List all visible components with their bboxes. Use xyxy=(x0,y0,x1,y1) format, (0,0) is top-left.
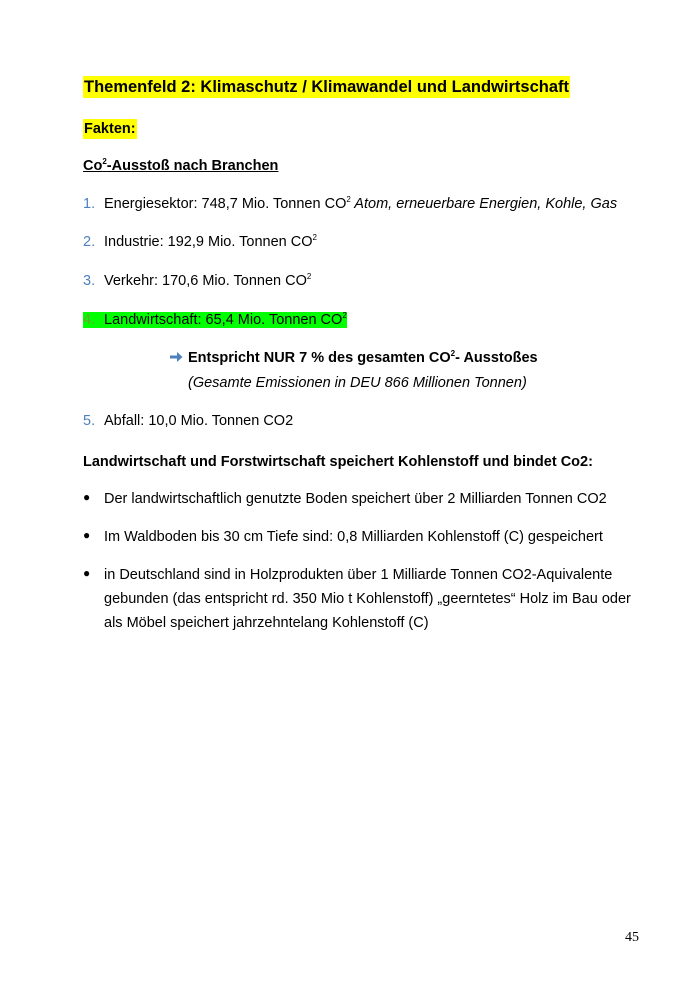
green-highlight xyxy=(83,312,347,328)
list-item xyxy=(83,271,311,291)
section-heading-sup: 2 xyxy=(102,157,107,167)
list-item-number: 4. xyxy=(83,312,96,328)
list-item-text: Verkehr: 170,6 Mio. Tonnen CO xyxy=(104,273,307,289)
bullet-item xyxy=(83,487,644,511)
arrow-note-suffix: - Ausstoßes xyxy=(455,350,538,366)
section-heading-co2 xyxy=(83,156,278,176)
list-item-text: Industrie: 192,9 Mio. Tonnen CO xyxy=(104,234,313,250)
list-item-number: 2. xyxy=(83,234,96,250)
list-item-text: Abfall: 10,0 Mio. Tonnen CO2 xyxy=(104,413,294,429)
page-number: 45 xyxy=(625,930,639,945)
list-item-italic-note: Atom, erneuerbare Energien, Kohle, Gas xyxy=(350,196,618,212)
list-item-number: 5. xyxy=(83,413,96,429)
section-heading-prefix: Co xyxy=(83,158,103,174)
arrow-note-sup: 2 xyxy=(450,349,456,359)
list-item-number: 3. xyxy=(83,273,96,289)
bullet-text: in Deutschland sind in Holzprodukten über 1 Milliarde Tonnen CO2-Aquivalente gebunden (das entspricht rd. 350 Mio t Kohlenstoff) „geerntetes“ Holz im Bau oder als Möbel speichert jahrzehntelang Kohlenstoff (C) xyxy=(104,567,631,631)
arrow-note-text: Entspricht NUR 7 % des gesamten CO xyxy=(188,350,451,366)
page-title: Themenfeld 2: Klimaschutz / Klimawandel und Landwirtschaft xyxy=(84,78,569,96)
list-item xyxy=(83,194,617,214)
arrow-note xyxy=(170,348,538,368)
list-item-sup: 2 xyxy=(342,311,347,321)
list-item xyxy=(83,232,317,252)
list-item-number: 1. xyxy=(83,196,96,212)
bullet-text: Im Waldboden bis 30 cm Tiefe sind: 0,8 Milliarden Kohlenstoff (C) gespeichert xyxy=(104,529,603,545)
section-heading-storage: Landwirtschaft und Forstwirtschaft speichert Kohlenstoff und bindet Co2: xyxy=(83,454,593,470)
bullet-item xyxy=(83,525,644,549)
bullet-icon: ● xyxy=(83,528,91,542)
list-item xyxy=(83,411,293,431)
list-item-text: Energiesektor: 748,7 Mio. Tonnen CO xyxy=(104,196,347,212)
list-item-sup: 2 xyxy=(312,233,317,243)
bullet-item xyxy=(83,563,644,635)
bullet-icon: ● xyxy=(83,566,91,580)
list-item-text: Landwirtschaft: 65,4 Mio. Tonnen CO xyxy=(104,312,343,328)
bullet-text: Der landwirtschaftlich genutzte Boden speichert über 2 Milliarden Tonnen CO2 xyxy=(104,491,607,507)
bullet-icon: ● xyxy=(83,490,91,504)
list-item-sup: 2 xyxy=(306,272,312,282)
list-item-highlighted xyxy=(83,310,347,330)
fakten-label: Fakten: xyxy=(84,121,136,137)
arrow-note-subtext: (Gesamte Emissionen in DEU 866 Millionen Tonnen) xyxy=(188,375,527,391)
list-item-sup: 2 xyxy=(346,195,351,205)
arrow-right-icon xyxy=(170,348,188,368)
section-heading-suffix: -Ausstoß nach Branchen xyxy=(106,158,279,174)
